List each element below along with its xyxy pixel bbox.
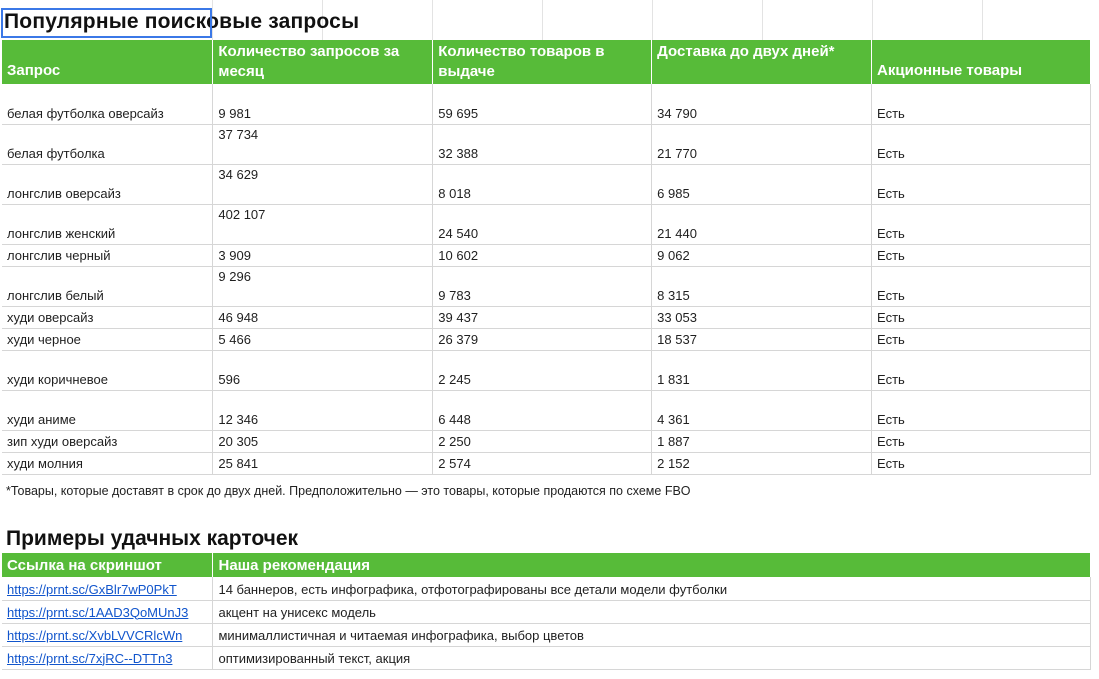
cell-promo[interactable]: Есть <box>872 328 1091 350</box>
table-row <box>2 430 1091 452</box>
list-item <box>2 577 1091 600</box>
table-header-row <box>2 40 1091 84</box>
cell-promo[interactable]: Есть <box>872 430 1091 452</box>
cell-items[interactable]: 2 574 <box>433 452 652 474</box>
cell-requests[interactable]: 46 948 <box>213 306 433 328</box>
table-row <box>2 350 1091 390</box>
cell-query[interactable]: худи черное <box>2 328 213 350</box>
cell-items[interactable]: 24 540 <box>433 204 652 244</box>
header-items[interactable]: Количество товаров в выдаче <box>433 40 652 84</box>
table-row <box>2 84 1091 124</box>
popular-queries-title: Популярные поисковые запросы <box>4 10 360 33</box>
cell-delivery[interactable]: 18 537 <box>652 328 872 350</box>
cell-delivery[interactable]: 2 152 <box>652 452 872 474</box>
cell-promo[interactable]: Есть <box>872 350 1091 390</box>
cell-items[interactable]: 59 695 <box>433 84 652 124</box>
cell-delivery[interactable]: 34 790 <box>652 84 872 124</box>
table-row <box>2 244 1091 266</box>
cell-promo[interactable]: Есть <box>872 306 1091 328</box>
header-promo[interactable]: Акционные товары <box>872 40 1091 84</box>
screenshot-link[interactable]: https://prnt.sc/GxBlr7wP0PkT <box>7 581 177 597</box>
list-item <box>2 623 1091 646</box>
cell-query[interactable]: худи молния <box>2 452 213 474</box>
cell-requests[interactable]: 596 <box>213 350 433 390</box>
cell-requests[interactable]: 9 296 <box>213 266 433 306</box>
cell-recommendation[interactable]: 14 баннеров, есть инфографика, отфотографированы все детали модели футболки <box>213 577 1091 600</box>
table-row <box>2 390 1091 430</box>
header-query[interactable]: Запрос <box>2 40 213 84</box>
cell-promo[interactable]: Есть <box>872 164 1091 204</box>
cell-promo[interactable]: Есть <box>872 204 1091 244</box>
cell-requests[interactable]: 5 466 <box>213 328 433 350</box>
cell-screenshot-link[interactable] <box>2 577 213 600</box>
cell-screenshot-link[interactable] <box>2 600 213 623</box>
cell-requests[interactable]: 12 346 <box>213 390 433 430</box>
table-header-row <box>2 553 1091 577</box>
screenshot-link[interactable]: https://prnt.sc/1AAD3QoMUnJ3 <box>7 604 189 620</box>
cell-promo[interactable]: Есть <box>872 452 1091 474</box>
footnote: *Товары, которые доставят в срок до двух дней. Предположительно — это товары, которые продаются по схеме FBO <box>6 484 691 498</box>
cell-requests[interactable]: 402 107 <box>213 204 433 244</box>
cell-items[interactable]: 2 245 <box>433 350 652 390</box>
table-row <box>2 452 1091 474</box>
table-row <box>2 328 1091 350</box>
cell-delivery[interactable]: 21 770 <box>652 124 872 164</box>
cell-query[interactable]: худи коричневое <box>2 350 213 390</box>
cell-delivery[interactable]: 6 985 <box>652 164 872 204</box>
table-row <box>2 204 1091 244</box>
list-item <box>2 646 1091 669</box>
cell-promo[interactable]: Есть <box>872 390 1091 430</box>
table-row <box>2 124 1091 164</box>
cell-items[interactable]: 26 379 <box>433 328 652 350</box>
cell-items[interactable]: 39 437 <box>433 306 652 328</box>
cell-promo[interactable]: Есть <box>872 84 1091 124</box>
cell-query[interactable]: лонгслив белый <box>2 266 213 306</box>
cell-screenshot-link[interactable] <box>2 623 213 646</box>
cell-requests[interactable]: 9 981 <box>213 84 433 124</box>
cell-query[interactable]: белая футболка <box>2 124 213 164</box>
cell-screenshot-link[interactable] <box>2 646 213 669</box>
screenshot-link[interactable]: https://prnt.sc/7xjRC--DTTn3 <box>7 650 173 666</box>
cell-requests[interactable]: 34 629 <box>213 164 433 204</box>
popular-queries-table <box>2 40 1091 475</box>
cell-query[interactable]: худи аниме <box>2 390 213 430</box>
cell-query[interactable]: лонгслив черный <box>2 244 213 266</box>
screenshot-link[interactable]: https://prnt.sc/XvbLVVCRlcWn <box>7 627 183 643</box>
table-row <box>2 306 1091 328</box>
cell-delivery[interactable]: 8 315 <box>652 266 872 306</box>
cell-promo[interactable]: Есть <box>872 124 1091 164</box>
header-screenshot-link[interactable]: Ссылка на скриншот <box>2 553 213 577</box>
table-row <box>2 266 1091 306</box>
good-cards-title: Примеры удачных карточек <box>6 527 299 550</box>
cell-query[interactable]: лонгслив женский <box>2 204 213 244</box>
cell-query[interactable]: зип худи оверсайз <box>2 430 213 452</box>
cell-promo[interactable]: Есть <box>872 244 1091 266</box>
header-recommendation[interactable]: Наша рекомендация <box>213 553 1091 577</box>
cell-requests[interactable]: 37 734 <box>213 124 433 164</box>
cell-delivery[interactable]: 21 440 <box>652 204 872 244</box>
cell-query[interactable]: лонгслив оверсайз <box>2 164 213 204</box>
header-delivery[interactable]: Доставка до двух дней* <box>652 40 872 84</box>
cell-promo[interactable]: Есть <box>872 266 1091 306</box>
cell-delivery[interactable]: 1 831 <box>652 350 872 390</box>
cell-recommendation[interactable]: оптимизированный текст, акция <box>213 646 1091 669</box>
cell-items[interactable]: 9 783 <box>433 266 652 306</box>
cell-requests[interactable]: 20 305 <box>213 430 433 452</box>
cell-items[interactable]: 32 388 <box>433 124 652 164</box>
cell-recommendation[interactable]: минималлистичная и читаемая инфографика, выбор цветов <box>213 623 1091 646</box>
cell-delivery[interactable]: 4 361 <box>652 390 872 430</box>
cell-items[interactable]: 10 602 <box>433 244 652 266</box>
cell-requests[interactable]: 3 909 <box>213 244 433 266</box>
cell-delivery[interactable]: 33 053 <box>652 306 872 328</box>
cell-query[interactable]: худи оверсайз <box>2 306 213 328</box>
cell-query[interactable]: белая футболка оверсайз <box>2 84 213 124</box>
cell-items[interactable]: 8 018 <box>433 164 652 204</box>
table-row <box>2 164 1091 204</box>
cell-items[interactable]: 6 448 <box>433 390 652 430</box>
header-requests[interactable]: Количество запросов за месяц <box>213 40 433 84</box>
good-cards-table <box>2 553 1091 670</box>
cell-recommendation[interactable]: акцент на унисекс модель <box>213 600 1091 623</box>
cell-requests[interactable]: 25 841 <box>213 452 433 474</box>
cell-items[interactable]: 2 250 <box>433 430 652 452</box>
cell-delivery[interactable]: 1 887 <box>652 430 872 452</box>
selected-cell-outline[interactable] <box>1 8 212 38</box>
cell-delivery[interactable]: 9 062 <box>652 244 872 266</box>
list-item <box>2 600 1091 623</box>
